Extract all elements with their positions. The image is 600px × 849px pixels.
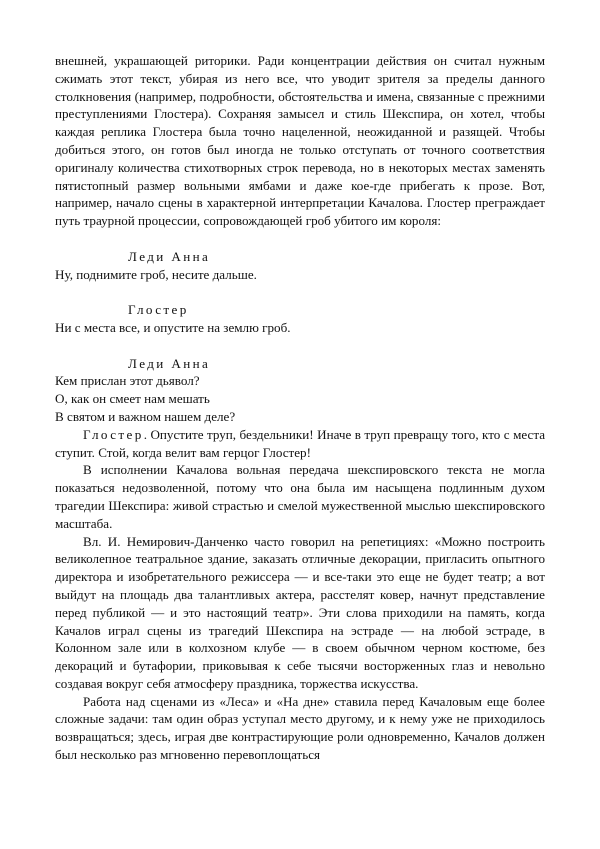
dialogue-line: Кем прислан этот дьявол? [55, 373, 200, 389]
dialogue-speaker-name: Леди Анна [128, 355, 211, 371]
paragraph-continuation-riторики: внешней, украшающей риторики. Ради концентрации действия он считал нужным сжимать этот текст, убирая из него все, что уводит зрителя за пределы данного столкновения (например, подробности, обстоятельства и имена, связанные с прежними преступлениями Глостера). Сохраняя замысел и стиль Шекспира, он хотел, чтобы каждая реплика Глостера была точно нацеленной, неожиданной и разящей. Чтобы добиться этого, он готов был иногда не только отступать от точного соответствия оригиналу количества стихотворных строк перевода, но в некоторых местах заменять пятистопный размер вольными ямбами и даже кое-где прибегать к прозе. Вот, например, начало сцены в характерной интерпретации Качалова. Глостер преграждает путь траурной процессии, сопровождающей гроб убитого им короля: [55, 53, 545, 229]
dialogue-line: Ни с места все, и опустите на землю гроб. [55, 319, 291, 335]
dialogue-line: О, как он смеет нам мешать [55, 391, 210, 407]
paragraph-rabota-nad-stsenami: Работа над сценами из «Леса» и «На дне» ставила перед Качаловым еще более сложные задачи: там один образ уступал место другому, и к нему уже не приходилось возвращаться; здесь, играя две контрастирующие роли одновременно, Качалов должен был несколько раз мгновенно перевоплощаться [55, 693, 545, 763]
dialogue-block-3 [55, 355, 545, 426]
document-body [55, 52, 545, 764]
dialogue-speaker-name-inline: Глостер [83, 426, 144, 442]
dialogue-speaker-suffix: . [143, 426, 151, 442]
dialogue-line: В святом и важном нашем деле? [55, 408, 236, 424]
dialogue-line: Опустите труп, бездельники! Иначе в труп превращу того, кто с места ступит. Стой, когда велит вам герцог Глостер! [55, 426, 546, 460]
dialogue-speaker-name: Леди Анна [128, 248, 211, 264]
dialogue-line: Ну, поднимите гроб, несите дальше. [55, 266, 257, 282]
paragraph-kachalov: В исполнении Качалова вольная передача шекспировского текста не могла показаться недозволенной, потому что она была им насыщена подлинным духом трагедии Шекспира: живой страстью и смелой мужественной мыслью шекспировского масштаба. [55, 462, 545, 531]
dialogue-block-1 [55, 248, 545, 284]
dialogue-block-4 [55, 426, 545, 462]
dialogue-block-2 [55, 301, 545, 337]
paragraph-nemirovich-danchenko: Вл. И. Немирович-Данченко часто говорил на репетициях: «Можно построить великолепное театральное здание, заказать отличные декорации, пригласить опытного директора и изобретательного режиссера — и все-таки это еще не будет театр; а вот выйдут на площадь два талантливых актера, расстелят ковер, начнут представление перед публикой — и это настоящий театр». Эти слова приходили на память, когда Качалов играл сцены из трагедий Шекспира на эстраде — на любой эстраде, в Колонном зале или в колхозном клубе — в своем обычном черном костюме, без декораций и бутафории, приковывая к себе тысячи восторженных глаз и невольно создавая вокруг себя атмосферу праздника, торжества искусства. [55, 533, 545, 691]
dialogue-speaker-name: Глостер [128, 302, 189, 318]
